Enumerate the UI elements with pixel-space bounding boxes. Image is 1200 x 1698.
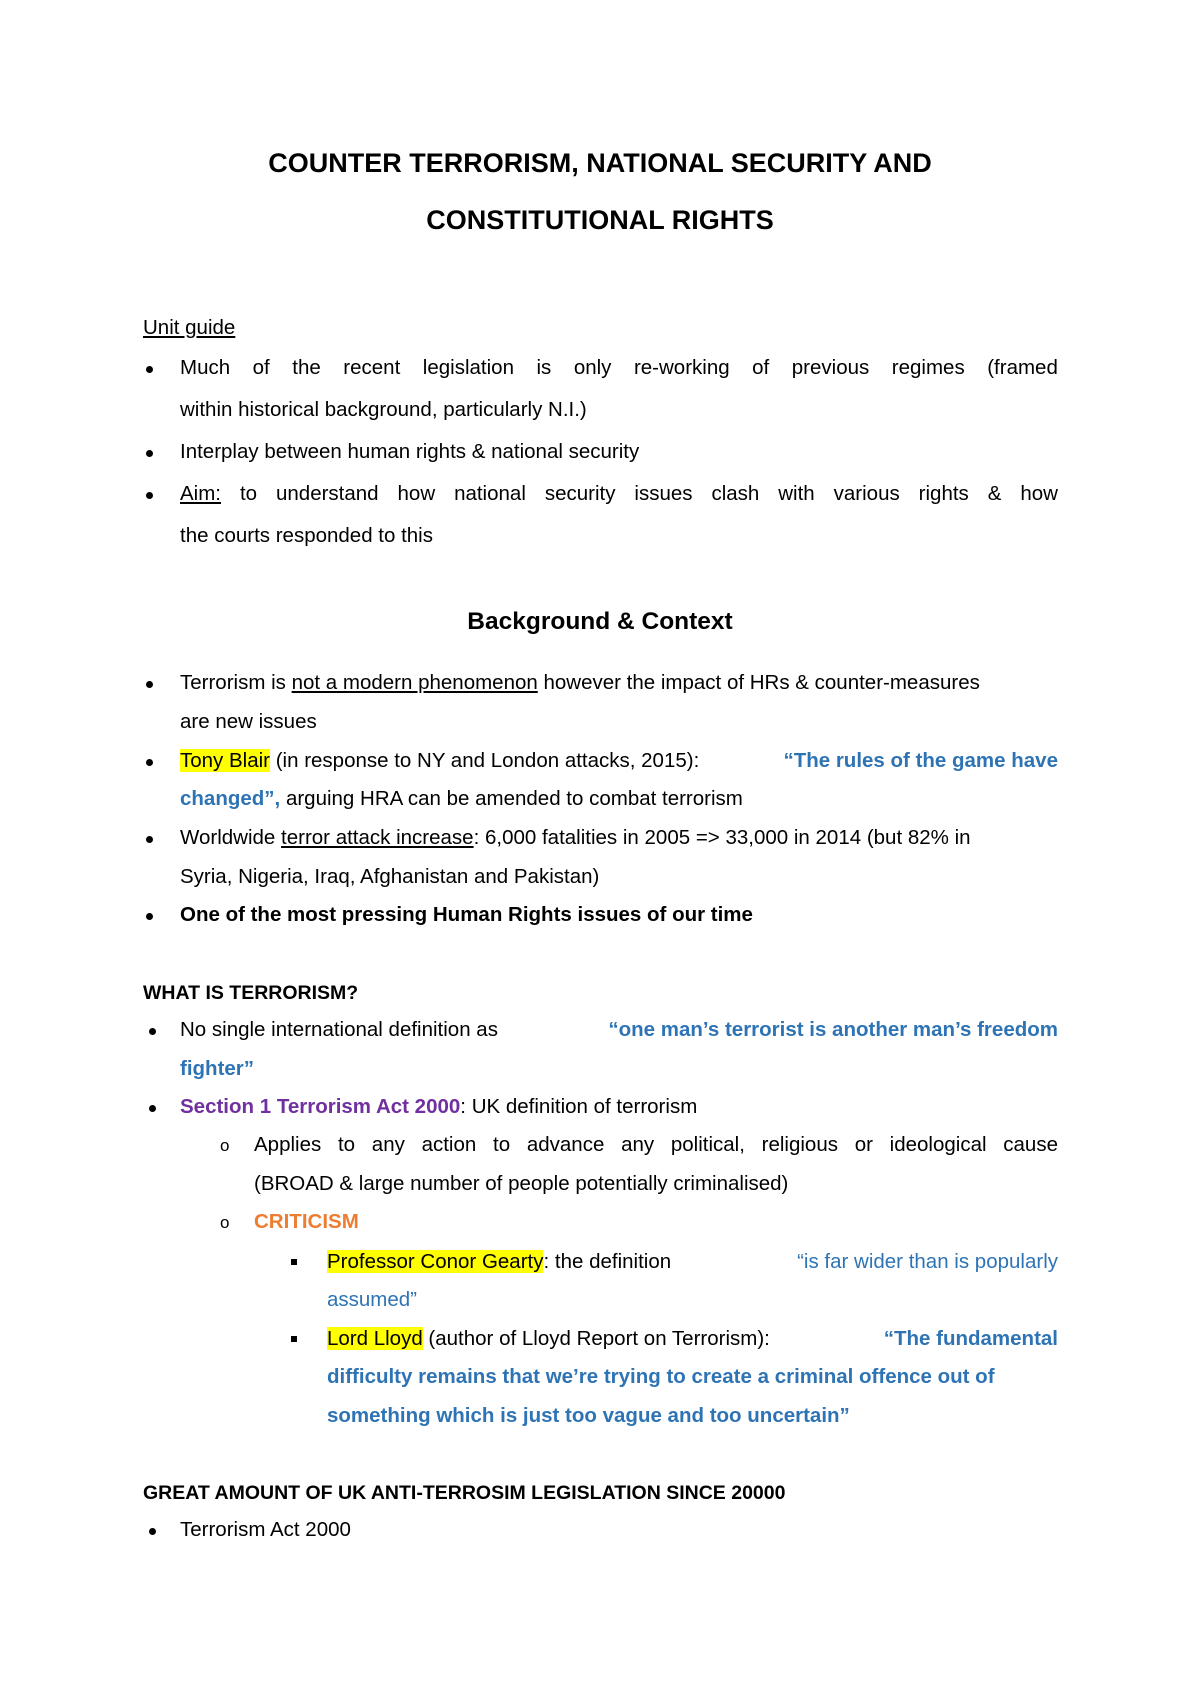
background-bullet-3-line-2: Syria, Nigeria, Iraq, Afghanistan and Pakistan) bbox=[180, 865, 600, 888]
square-bullet-icon bbox=[291, 1336, 297, 1342]
word: recent bbox=[343, 356, 401, 379]
unit-guide-bullet-1-line-1 bbox=[180, 356, 1058, 380]
criticism-2-line-2: difficulty remains that we’re trying to create a criminal offence out of bbox=[327, 1365, 995, 1388]
criticism-1-lead bbox=[327, 1250, 671, 1274]
unit-guide-bullet-2: Interplay between human rights & national security bbox=[180, 440, 640, 463]
word: with bbox=[778, 482, 815, 505]
text-span: (author of Lloyd Report on Terrorism): bbox=[422, 1327, 770, 1350]
quote-text: “is far wider than is popularly bbox=[797, 1250, 1058, 1273]
quote-text: changed”, bbox=[180, 787, 281, 810]
section-heading-legislation: GREAT AMOUNT OF UK ANTI-TERROSIM LEGISLATION SINCE 20000 bbox=[143, 1482, 786, 1504]
word: ideological bbox=[889, 1133, 987, 1156]
what-is-bullet-1-line-2: fighter” bbox=[180, 1057, 255, 1080]
underlined-phrase: terror attack increase bbox=[281, 826, 474, 849]
bullet-icon bbox=[149, 1028, 156, 1035]
criticism-1-line-2: assumed” bbox=[327, 1288, 418, 1311]
word: various bbox=[833, 482, 900, 505]
word: of bbox=[252, 356, 270, 379]
word: rights bbox=[918, 482, 969, 505]
bullet-icon bbox=[146, 913, 153, 920]
background-bullet-2-line-1 bbox=[180, 749, 1058, 773]
criticism-2-line-1 bbox=[327, 1327, 1058, 1351]
background-bullet-1-line-1 bbox=[180, 671, 980, 695]
word: previous bbox=[791, 356, 870, 379]
word: to bbox=[493, 1133, 511, 1156]
word: any bbox=[371, 1133, 405, 1156]
unit-guide-bullet-1-line-2: within historical background, particularly N.I.) bbox=[180, 398, 587, 421]
word: action bbox=[421, 1133, 477, 1156]
what-is-bullet-1-line-1 bbox=[180, 1018, 1058, 1042]
word: Applies bbox=[254, 1133, 322, 1156]
unit-guide-heading: Unit guide bbox=[143, 316, 236, 339]
word: cause bbox=[1003, 1133, 1058, 1156]
bullet-2-text bbox=[180, 749, 699, 773]
quote-text: “The rules of the game have bbox=[783, 749, 1058, 772]
criticism-2-line-3: something which is just too vague and too uncertain” bbox=[327, 1404, 850, 1427]
quote-text: “one man’s terrorist is another man’s freedom bbox=[608, 1018, 1058, 1041]
word: security bbox=[544, 482, 616, 505]
sub-bullet-1-line-1 bbox=[254, 1133, 1058, 1157]
document-title-line-1: COUNTER TERRORISM, NATIONAL SECURITY AND bbox=[268, 148, 932, 178]
bullet-icon bbox=[146, 450, 153, 457]
criticism-heading: CRITICISM bbox=[254, 1210, 359, 1233]
bullet-icon bbox=[149, 1105, 156, 1112]
section-heading-what-is-terrorism: WHAT IS TERRORISM? bbox=[143, 982, 359, 1004]
text-span: (in response to NY and London attacks, 2015): bbox=[270, 749, 700, 772]
word: religious bbox=[761, 1133, 838, 1156]
quote-text: “The fundamental bbox=[883, 1327, 1058, 1350]
word: is bbox=[536, 356, 552, 379]
highlighted-name: Lord Lloyd bbox=[327, 1327, 423, 1350]
word: only bbox=[573, 356, 612, 379]
background-bullet-3-line-1 bbox=[180, 826, 971, 850]
text-span: : the definition bbox=[543, 1250, 672, 1273]
word: advance bbox=[526, 1133, 605, 1156]
legislation-bullet-1: Terrorism Act 2000 bbox=[180, 1518, 351, 1541]
text-span: however the impact of HRs & counter-measures bbox=[537, 671, 980, 694]
word: political, bbox=[670, 1133, 745, 1156]
bullet-icon bbox=[149, 1528, 156, 1535]
word: re-working bbox=[633, 356, 730, 379]
circle-bullet-icon: o bbox=[220, 1136, 230, 1155]
highlighted-name: Professor Conor Gearty bbox=[327, 1250, 544, 1273]
word: clash bbox=[711, 482, 760, 505]
bullet-icon bbox=[146, 492, 153, 499]
circle-bullet-icon: o bbox=[220, 1213, 230, 1232]
word: issues bbox=[634, 482, 693, 505]
text-span: : UK definition of terrorism bbox=[460, 1095, 698, 1118]
word: understand bbox=[275, 482, 379, 505]
word: or bbox=[854, 1133, 873, 1156]
aim-label: Aim: bbox=[180, 482, 221, 505]
highlighted-name: Tony Blair bbox=[180, 749, 271, 772]
word: how bbox=[397, 482, 436, 505]
word: to bbox=[239, 482, 258, 505]
bullet-icon bbox=[146, 366, 153, 373]
word: of bbox=[752, 356, 770, 379]
word: the bbox=[292, 356, 321, 379]
word: to bbox=[337, 1133, 356, 1156]
word: regimes bbox=[891, 356, 965, 379]
section-heading-background: Background & Context bbox=[467, 608, 733, 635]
underlined-phrase: not a modern phenomenon bbox=[291, 671, 538, 694]
background-bullet-2-line-2 bbox=[180, 787, 743, 811]
word: & bbox=[987, 482, 1002, 505]
document-title-line-2: CONSTITUTIONAL RIGHTS bbox=[426, 205, 774, 235]
text-span: Terrorism is bbox=[180, 671, 292, 694]
word: (framed bbox=[987, 356, 1058, 379]
criticism-1-line-1 bbox=[327, 1250, 1058, 1274]
criticism-2-lead bbox=[327, 1327, 770, 1351]
word: national bbox=[454, 482, 526, 505]
unit-guide-bullet-3-line-2: the courts responded to this bbox=[180, 524, 433, 547]
word: legislation bbox=[422, 356, 514, 379]
bullet-icon bbox=[146, 681, 153, 688]
background-bullet-1-line-2: are new issues bbox=[180, 710, 317, 733]
what-is-bullet-2 bbox=[180, 1095, 697, 1119]
square-bullet-icon bbox=[291, 1259, 297, 1265]
word: any bbox=[621, 1133, 655, 1156]
word: how bbox=[1020, 482, 1058, 505]
statute-reference: Section 1 Terrorism Act 2000 bbox=[180, 1095, 461, 1118]
word: Much bbox=[180, 356, 231, 379]
text-span: arguing HRA can be amended to combat terrorism bbox=[280, 787, 743, 810]
background-bullet-4: One of the most pressing Human Rights issues of our time bbox=[180, 903, 753, 926]
sub-bullet-1-line-2: (BROAD & large number of people potentially criminalised) bbox=[254, 1172, 789, 1195]
bullet-icon bbox=[146, 836, 153, 843]
bullet-icon bbox=[146, 759, 153, 766]
text-span: Worldwide bbox=[180, 826, 282, 849]
text-span: No single international definition as bbox=[180, 1018, 498, 1041]
unit-guide-bullet-3-line-1 bbox=[180, 482, 1058, 506]
text-span: : 6,000 fatalities in 2005 => 33,000 in 2014 (but 82% in bbox=[473, 826, 971, 849]
